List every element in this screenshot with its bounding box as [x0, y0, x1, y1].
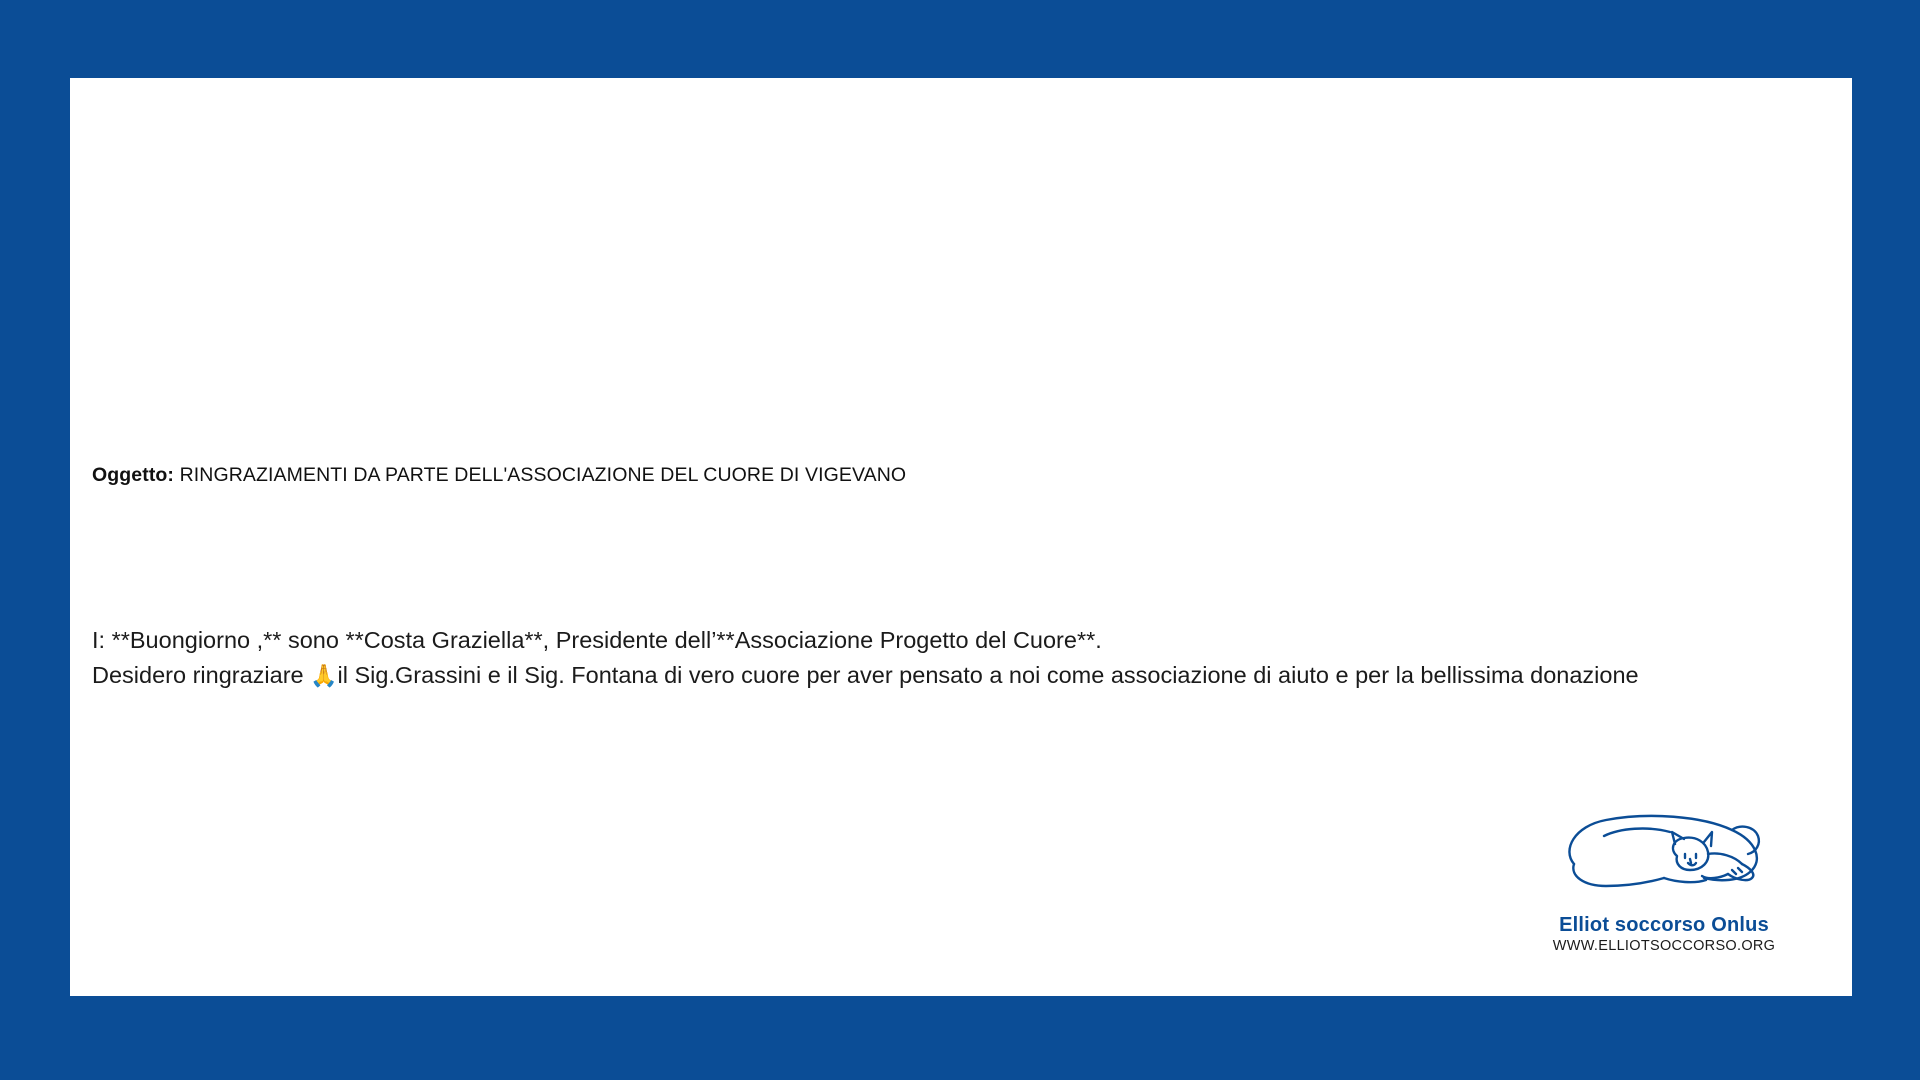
body-line-1: I: **Buongiorno ,** sono **Costa Graziella**, Presidente dell’**Associazione Progetto del Cuore**. — [92, 627, 1102, 653]
sleeping-dog-and-cat-icon — [1544, 802, 1784, 907]
message-body — [92, 623, 1810, 693]
body-line-2 — [92, 658, 1810, 694]
organization-logo — [1534, 802, 1794, 954]
body-line-2-prefix: Desidero ringraziare — [92, 661, 311, 688]
subject-label: Oggetto: — [92, 464, 175, 486]
subject-line — [92, 463, 906, 488]
document-sheet — [70, 78, 1852, 996]
body-line-2-suffix: il Sig.Grassini e il Sig. Fontana di vero cuore per aver pensato a noi come associazione di aiuto e per la bellissima donazione — [337, 661, 1639, 688]
logo-url: WWW.ELLIOTSOCCORSO.ORG — [1552, 938, 1776, 954]
logo-title: Elliot soccorso Onlus — [1559, 914, 1769, 936]
subject-value: RINGRAZIAMENTI DA PARTE DELL'ASSOCIAZIONE DEL CUORE DI VIGEVANO — [179, 464, 907, 486]
folded-hands-emoji: 🙏 — [310, 663, 338, 689]
